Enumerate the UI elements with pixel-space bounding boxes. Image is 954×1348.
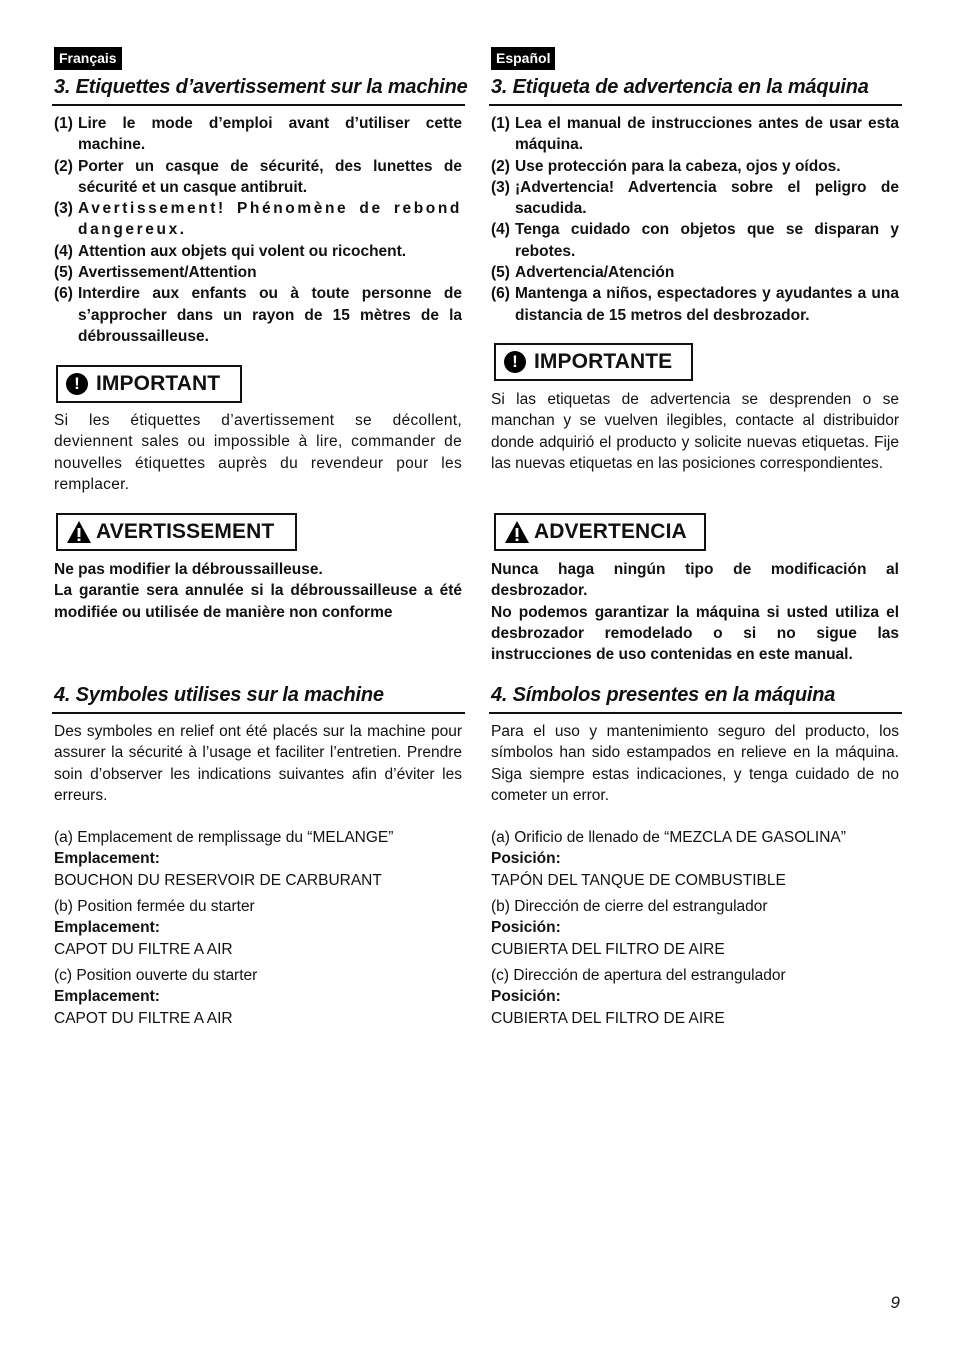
warning-text-es: Nunca haga ningún tipo de modificación al desbrozador. No podemos garantizar la máquina si usted utiliza el desbrozador remodelado o si no sigue las instrucciones de uso contenidas en este manual. bbox=[491, 561, 899, 664]
list-item: (6) Mantenga a niños, espectadores y ayudantes a una distancia de 15 metros del desbrozador. bbox=[491, 285, 899, 324]
symbol-description: (b) Dirección de cierre del estrangulador bbox=[491, 898, 768, 915]
symbol-entry-a-es bbox=[491, 827, 899, 891]
warning-triangle-icon bbox=[504, 520, 530, 544]
list-item: (4) Tenga cuidado con objetos que se disparan y rebotes. bbox=[491, 221, 899, 260]
warning-label: ADVERTENCIA bbox=[534, 520, 687, 544]
section-rule bbox=[52, 104, 465, 106]
list-item: (5) Avertissement/Attention bbox=[54, 264, 257, 282]
label-list-fr bbox=[54, 113, 462, 347]
symbol-description: (c) Dirección de apertura del estrangulador bbox=[491, 967, 786, 984]
section-title-labels-es: 3. Etiqueta de advertencia en la máquina bbox=[491, 76, 869, 98]
important-label: IMPORTANTE bbox=[534, 350, 673, 374]
warning-text-fr: Ne pas modifier la débroussailleuse. La garantie sera annulée si la débroussailleuse a été modifiée ou utilisée de manière non conforme bbox=[54, 561, 462, 621]
list-item: (4) Attention aux objets qui volent ou ricochent. bbox=[54, 242, 407, 260]
important-text-fr: Si les étiquettes d’avertissement se décollent, deviennent sales ou impossible à lire, commander de nouvelles étiquettes auprès du revendeur pour les remplacer. bbox=[54, 412, 462, 493]
important-text-es: Si las etiquetas de advertencia se desprenden o se manchan y se vuelven ilegibles, contacte al distribuidor donde adquirió el producto y solicite nuevas etiquetas. Fije las nuevas etiquetas en las posiciones correspondientes. bbox=[491, 391, 899, 472]
section-rule bbox=[489, 104, 902, 106]
symbols-intro-es: Para el uso y mantenimiento seguro del producto, los símbolos han sido estampados en relieve en la máquina. Siga siempre estas indicaciones, y tenga cuidado de no cometer un error. bbox=[491, 723, 899, 804]
list-item: (3) Avertissement! Phénomène de rebond dangereux. bbox=[54, 200, 462, 239]
symbol-location-value: CAPOT DU FILTRE A AIR bbox=[54, 940, 233, 958]
symbol-description: (a) Orificio de llenado de “MEZCLA DE GASOLINA” bbox=[491, 829, 846, 846]
symbol-location-value: CUBIERTA DEL FILTRO DE AIRE bbox=[491, 1009, 725, 1027]
important-label: IMPORTANT bbox=[96, 372, 221, 396]
symbol-description: (c) Position ouverte du starter bbox=[54, 967, 258, 984]
section-title-symbols-fr: 4. Symboles utilises sur la machine bbox=[54, 684, 384, 706]
list-item: (2) Use protección para la cabeza, ojos y oídos. bbox=[491, 157, 841, 175]
warning-box-es bbox=[494, 513, 706, 551]
symbol-entry-b-es bbox=[491, 896, 899, 960]
list-item: (6) Interdire aux enfants ou à toute personne de s’approcher dans un rayon de 15 mètres de la débroussailleuse. bbox=[54, 285, 462, 345]
symbol-location-label: Posición: bbox=[491, 919, 561, 937]
symbol-entry-c-fr bbox=[54, 965, 462, 1029]
page-number: 9 bbox=[890, 1293, 900, 1312]
symbol-entry-a-fr bbox=[54, 827, 462, 891]
list-item: (2) Porter un casque de sécurité, des lunettes de sécurité et un casque antibruit. bbox=[54, 157, 462, 196]
label-list-es bbox=[491, 113, 899, 326]
symbol-description: (b) Position fermée du starter bbox=[54, 898, 255, 915]
symbols-intro-fr: Des symboles en relief ont été placés sur la machine pour assurer la sécurité à l’usage et faciliter l’entretien. Prendre soin d’observer les indications suivantes afin d’éviter les erreurs. bbox=[54, 723, 462, 804]
section-title-labels-fr: 3. Etiquettes d’avertissement sur la machine bbox=[54, 76, 468, 98]
symbol-entry-b-fr bbox=[54, 896, 462, 960]
exclamation-icon: ! bbox=[504, 351, 526, 373]
symbol-location-value: BOUCHON DU RESERVOIR DE CARBURANT bbox=[54, 871, 382, 889]
exclamation-icon: ! bbox=[66, 373, 88, 395]
section-title-symbols-es: 4. Símbolos presentes en la máquina bbox=[491, 684, 836, 706]
list-item: (1) Lea el manual de instrucciones antes de usar esta máquina. bbox=[491, 115, 899, 154]
list-item: (1) Lire le mode d’emploi avant d’utiliser cette machine. bbox=[54, 115, 462, 154]
symbol-description: (a) Emplacement de remplissage du “MELANGE” bbox=[54, 829, 394, 846]
language-tab-spanish: Español bbox=[491, 47, 555, 70]
symbol-location-value: CAPOT DU FILTRE A AIR bbox=[54, 1009, 233, 1027]
symbol-location-value: CUBIERTA DEL FILTRO DE AIRE bbox=[491, 940, 725, 958]
warning-box-fr bbox=[56, 513, 297, 551]
symbol-location-label: Emplacement: bbox=[54, 850, 160, 868]
warning-triangle-icon bbox=[66, 520, 92, 544]
symbol-location-label: Emplacement: bbox=[54, 988, 160, 1006]
list-item: (5) Advertencia/Atención bbox=[491, 264, 675, 282]
language-tab-french: Français bbox=[54, 47, 122, 70]
symbol-location-label: Posición: bbox=[491, 850, 561, 868]
list-item: (3) ¡Advertencia! Advertencia sobre el peligro de sacudida. bbox=[491, 178, 899, 218]
warning-label: AVERTISSEMENT bbox=[96, 520, 275, 544]
section-rule bbox=[489, 712, 902, 714]
symbol-location-label: Emplacement: bbox=[54, 919, 160, 937]
important-box-fr bbox=[56, 365, 242, 403]
section-rule bbox=[52, 712, 465, 714]
important-box-es bbox=[494, 343, 693, 381]
symbol-location-label: Posición: bbox=[491, 988, 561, 1006]
symbol-location-value: TAPÓN DEL TANQUE DE COMBUSTIBLE bbox=[491, 871, 786, 889]
symbol-entry-c-es bbox=[491, 965, 899, 1029]
